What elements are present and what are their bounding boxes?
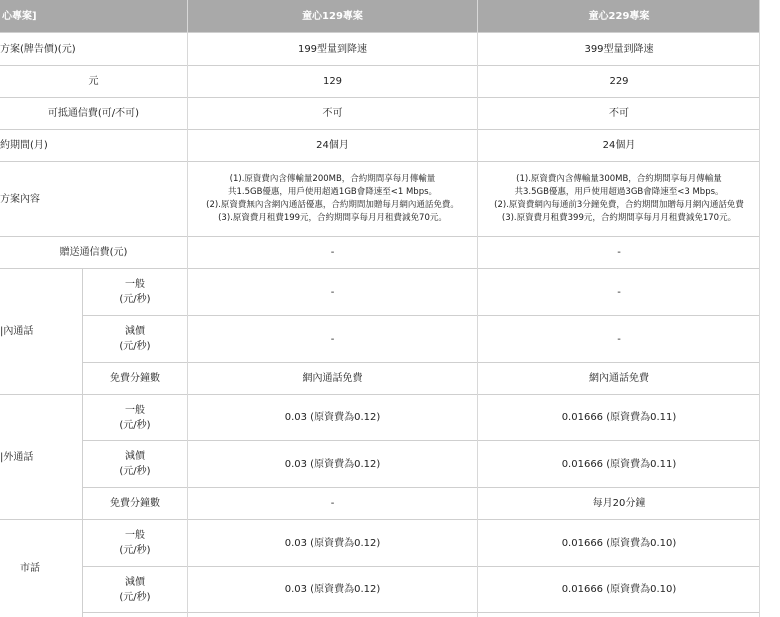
onnet-free-label-text: 免費分鐘數 (110, 373, 160, 384)
grid-hline (0, 97, 760, 98)
row-period-v1 (188, 130, 477, 161)
onnet-free-v2-text: 網內通話免費 (589, 373, 649, 384)
row-offset-v1-text: 不可 (322, 108, 343, 119)
content-v2-line2: 共3.5GB優惠，用戶使用超過3GB會降速至<3 Mbps。 (514, 187, 724, 197)
landline-discount-label-2: (元/秒) (119, 591, 151, 603)
onnet-discount-v1 (188, 316, 477, 362)
offnet-normal-v2-text: 0.01666 (原資費為0.11) (561, 412, 677, 423)
landline-normal-label-1: 一般 (125, 530, 145, 541)
onnet-free-v1 (188, 363, 477, 394)
grid-hline (0, 394, 760, 395)
content-v2-line4: (3).原資費月租費399元，合約期間享每月月租費減免170元。 (501, 213, 737, 223)
grid-hline (0, 65, 760, 66)
grid-hline (0, 519, 760, 520)
row-period-v2 (478, 130, 760, 161)
row-offset-label-text: 可抵通信費(可/不可) (47, 108, 140, 119)
grid-hline (83, 612, 760, 613)
row-gift-v2-text: - (617, 247, 621, 258)
row-gift-label-text: 贈送通信費(元) (59, 247, 128, 258)
landline-discount-v2 (478, 567, 760, 612)
row-price-label (0, 66, 187, 97)
offnet-discount-v2-text: 0.01666 (原資費為0.11) (561, 458, 677, 470)
row-content-label-text: 方案內容 (0, 193, 40, 205)
group-landline-label-text: 市話 (20, 563, 40, 574)
row-period-v1-text: 24個月 (316, 140, 349, 151)
landline-normal-v2 (478, 520, 760, 566)
row-content-label (0, 162, 187, 236)
landline-normal-label (83, 520, 187, 566)
content-v1-line3: (2).原資費無內含網內通話優惠，合約期間加贈每月網內通話免費。 (206, 200, 459, 210)
onnet-normal-v2-text: - (617, 286, 621, 298)
onnet-normal-v1 (188, 269, 477, 315)
landline-normal-v2-text: 0.01666 (原資費為0.10) (561, 537, 677, 549)
row-gift-v2 (478, 237, 760, 268)
row-price-v2 (478, 66, 760, 97)
landline-normal-v1 (188, 520, 477, 566)
offnet-free-v2 (478, 488, 760, 519)
header-col1-text: 童心129專案 (302, 10, 363, 22)
onnet-discount-label-1: 減價 (125, 326, 145, 337)
group-onnet-label-text: |內通話 (0, 326, 34, 337)
grid-hline (0, 32, 760, 33)
onnet-normal-label-2: (元/秒) (119, 294, 151, 305)
row-plan-v1-text: 199型量到降速 (297, 43, 368, 55)
grid-hline (0, 161, 760, 162)
row-price-v1 (188, 66, 477, 97)
offnet-discount-label-1: 減價 (125, 451, 145, 462)
row-gift-v1 (188, 237, 477, 268)
row-plan-v2 (478, 33, 760, 65)
offnet-free-v2-text: 每月20分鐘 (592, 498, 646, 509)
landline-normal-label-2: (元/秒) (119, 545, 151, 556)
grid-hline (83, 440, 760, 441)
row-plan-label-text: 方案(牌告價)(元) (0, 43, 76, 55)
onnet-discount-label-2: (元/秒) (119, 341, 151, 352)
row-price-label-text: 元 (88, 76, 99, 87)
row-offset-v1 (188, 98, 477, 129)
row-content-v1 (188, 162, 477, 236)
row-offset-label (0, 98, 187, 129)
offnet-discount-label (83, 441, 187, 487)
onnet-normal-label-1: 一般 (125, 279, 145, 290)
grid-hline (83, 487, 760, 488)
grid-vline (187, 0, 188, 617)
row-content-v2 (478, 162, 760, 236)
offnet-discount-v1-text: 0.03 (原資費為0.12) (284, 458, 381, 470)
grid-hline (0, 236, 760, 237)
grid-hline (0, 129, 760, 130)
row-offset-v2-text: 不可 (609, 108, 629, 119)
offnet-free-label-text: 免費分鐘數 (110, 498, 160, 509)
onnet-discount-label (83, 316, 187, 362)
row-plan-v1 (188, 33, 477, 65)
content-v1-line2: 共1.5GB優惠，用戶使用超過1GB會降速至<1 Mbps。 (227, 187, 438, 197)
row-plan-label (0, 33, 187, 65)
offnet-free-v1 (188, 488, 477, 519)
content-v1-line1: (1).原資費內含傳輸量200MB，合約期間享每月傳輸量 (229, 174, 436, 184)
grid-vline (477, 0, 478, 617)
offnet-normal-label-2: (元/秒) (119, 419, 151, 431)
header-col0-text: 心專案] (2, 10, 37, 22)
offnet-discount-v2 (478, 441, 760, 487)
landline-discount-label (83, 567, 187, 612)
content-v2-line1: (1).原資費內含傳輸量300MB，合約期間享每月傳輸量 (516, 174, 722, 184)
landline-discount-v1 (188, 567, 477, 612)
onnet-free-v2 (478, 363, 760, 394)
row-plan-v2-text: 399型量到降速 (584, 43, 654, 55)
onnet-normal-v2 (478, 269, 760, 315)
grid-hline (83, 315, 760, 316)
row-offset-v2 (478, 98, 760, 129)
grid-vline (82, 269, 83, 617)
header-col2-text: 童心229專案 (588, 10, 650, 22)
onnet-discount-v2 (478, 316, 760, 362)
row-price-v1-text: 129 (322, 76, 343, 87)
grid-hline (83, 362, 760, 363)
row-gift-v1-text: - (330, 247, 335, 258)
group-offnet-label (0, 395, 82, 519)
landline-discount-v2-text: 0.01666 (原資費為0.10) (561, 584, 677, 595)
offnet-normal-v2 (478, 395, 760, 440)
group-onnet-label (0, 269, 82, 394)
grid-vline (759, 0, 760, 617)
content-v1-line4: (3).原資費月租費199元，合約期間享每月月租費減免70元。 (218, 213, 447, 223)
offnet-free-label (83, 488, 187, 519)
row-period-label (0, 130, 187, 161)
grid-hline (0, 268, 760, 269)
row-price-v2-text: 229 (609, 76, 629, 87)
landline-normal-v1-text: 0.03 (原資費為0.12) (284, 537, 381, 549)
onnet-discount-v2-text: - (617, 333, 621, 345)
row-period-label-text: 約期間(月) (0, 140, 48, 151)
content-v2-line3: (2).原資費網內每通前3分鐘免費，合約期間加贈每月網內通話免費 (494, 200, 744, 210)
onnet-free-label (83, 363, 187, 394)
offnet-normal-label (83, 395, 187, 440)
offnet-free-v1-text: - (330, 498, 335, 509)
offnet-discount-v1 (188, 441, 477, 487)
offnet-normal-label-1: 一般 (125, 404, 145, 416)
offnet-normal-v1 (188, 395, 477, 440)
group-offnet-label-text: |外通話 (0, 451, 34, 463)
landline-discount-label-1: 減價 (125, 576, 145, 588)
header-col1 (188, 0, 477, 32)
onnet-normal-label (83, 269, 187, 315)
onnet-normal-v1-text: - (330, 286, 335, 298)
header-col0 (0, 0, 187, 32)
grid-hline (83, 566, 760, 567)
offnet-normal-v1-text: 0.03 (原資費為0.12) (284, 412, 381, 423)
group-landline-label (0, 520, 82, 617)
row-gift-label (0, 237, 187, 268)
header-col2 (478, 0, 760, 32)
onnet-discount-v1-text: - (330, 333, 335, 345)
row-period-v2-text: 24個月 (602, 140, 636, 151)
landline-discount-v1-text: 0.03 (原資費為0.12) (284, 584, 381, 595)
offnet-discount-label-2: (元/秒) (119, 466, 151, 477)
onnet-free-v1-text: 網內通話免費 (302, 373, 363, 384)
